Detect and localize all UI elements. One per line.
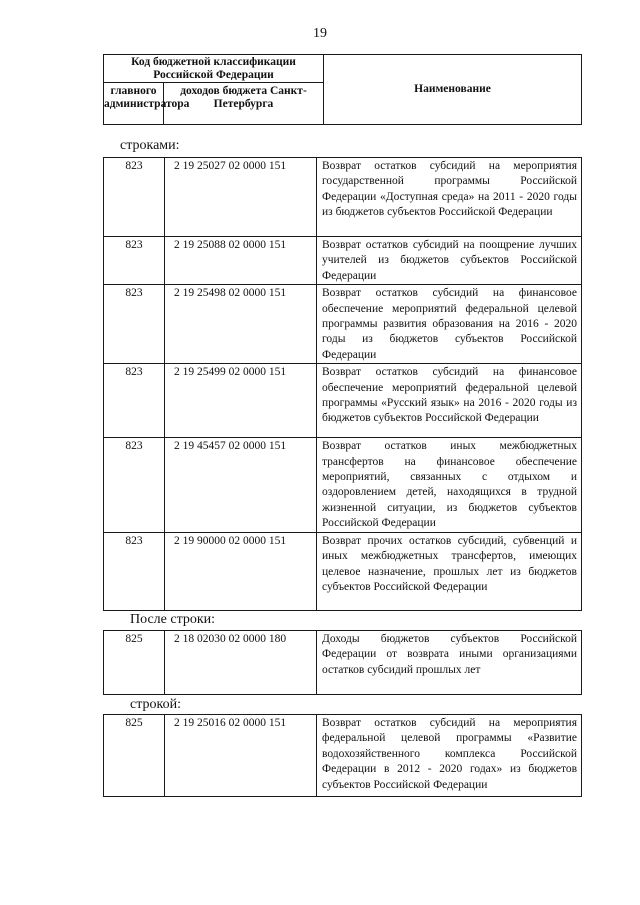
header-name-column: Наименование <box>324 55 582 125</box>
header-income-column: доходов бюджета Санкт-Петербурга <box>164 83 324 125</box>
budget-code-cell: 2 19 45457 02 0000 151 <box>165 438 317 532</box>
after-row-table <box>103 630 582 695</box>
budget-code-cell: 2 19 90000 02 0000 151 <box>165 532 317 610</box>
page-number: 19 <box>313 26 327 41</box>
budget-code-cell: 2 18 02030 02 0000 180 <box>165 631 317 695</box>
admin-code-cell: 823 <box>104 285 165 364</box>
table-row <box>104 532 582 610</box>
classification-header-table <box>103 54 582 125</box>
admin-code-cell: 825 <box>104 631 165 695</box>
name-cell: Возврат остатков субсидий на мероприятия государственной программы Российской Федерации «Доступная среда» на 2011 - 2020 годы из бюджетов субъектов Российской Федерации <box>317 158 582 237</box>
table-row <box>104 715 582 797</box>
table-row <box>104 364 582 438</box>
new-row-table <box>103 714 582 797</box>
table-row <box>104 438 582 532</box>
name-cell: Возврат остатков субсидий на мероприятия федеральной целевой программы «Развитие водохозяйственного комплекса Российской Федерации в 2012 - 2020 годах» из бюджетов субъектов Российской Федерации <box>317 715 582 797</box>
budget-code-cell: 2 19 25016 02 0000 151 <box>165 715 317 797</box>
admin-code-cell: 823 <box>104 237 165 285</box>
name-cell: Доходы бюджетов субъектов Российской Федерации от возврата иными организациями остатков субсидий прошлых лет <box>317 631 582 695</box>
name-cell: Возврат остатков иных межбюджетных трансфертов на финансовое обеспечение мероприятий, связанных с отдыхом и оздоровлением детей, находящихся в трудной жизненной ситуации, из бюджетов субъектов Российской Федерации <box>317 438 582 532</box>
budget-code-cell: 2 19 25498 02 0000 151 <box>165 285 317 364</box>
name-cell: Возврат остатков субсидий на поощрение лучших учителей из бюджетов субъектов Российской Федерации <box>317 237 582 285</box>
admin-code-cell: 823 <box>104 532 165 610</box>
name-cell: Возврат остатков субсидий на финансовое обеспечение мероприятий федеральной целевой программы «Русский язык» на 2016 - 2020 годы из бюджетов субъектов Российской Федерации <box>317 364 582 438</box>
admin-code-cell: 823 <box>104 364 165 438</box>
table-row <box>104 237 582 285</box>
caption-after-row: После строки: <box>130 612 216 627</box>
budget-code-cell: 2 19 25027 02 0000 151 <box>165 158 317 237</box>
budget-code-cell: 2 19 25088 02 0000 151 <box>165 237 317 285</box>
caption-rows: строками: <box>120 138 180 153</box>
table-row <box>104 285 582 364</box>
admin-code-cell: 823 <box>104 158 165 237</box>
name-cell: Возврат прочих остатков субсидий, субвенций и иных межбюджетных трансфертов, имеющих целевое назначение, прошлых лет из бюджетов субъектов Российской Федерации <box>317 532 582 610</box>
table-row <box>104 631 582 695</box>
rows-table <box>103 157 582 611</box>
name-cell: Возврат остатков субсидий на финансовое обеспечение мероприятий федеральной целевой программы развития образования на 2016 - 2020 годы из бюджетов субъектов Российской Федерации <box>317 285 582 364</box>
admin-code-cell: 825 <box>104 715 165 797</box>
header-admin-column: главного администратора <box>104 83 164 125</box>
admin-code-cell: 823 <box>104 438 165 532</box>
table-row <box>104 158 582 237</box>
header-classification-group: Код бюджетной классификации Российской Федерации <box>104 55 324 83</box>
budget-code-cell: 2 19 25499 02 0000 151 <box>165 364 317 438</box>
caption-row: строкой: <box>130 697 181 712</box>
